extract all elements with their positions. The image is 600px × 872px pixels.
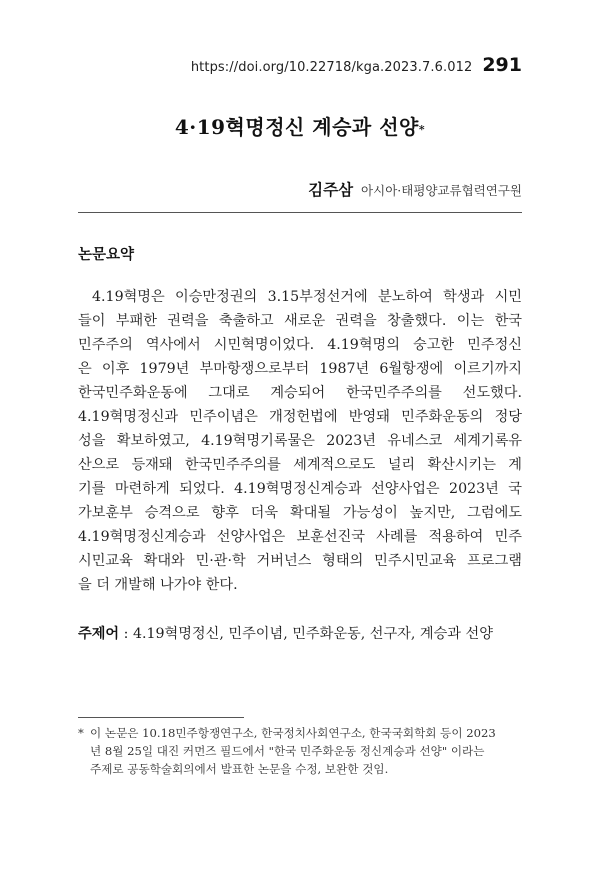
running-header [191, 54, 522, 76]
abstract-line: 성을 확보하였고, 4.19혁명기록물은 2023년 유네스코 세계기록유 [78, 433, 522, 449]
abstract-body [78, 285, 522, 597]
abstract-line: 민주주의 역사에서 시민혁명이었다. 4.19혁명의 숭고한 민주정신 [78, 337, 522, 353]
paper-title-text: 4·19혁명정신 계승과 선양 [174, 115, 419, 139]
abstract-line: 들이 부패한 권력을 축출하고 새로운 권력을 창출했다. 이는 한국 [78, 313, 522, 329]
footnote [78, 724, 522, 778]
abstract-line: 가보훈부 승격으로 향후 더욱 확대될 가능성이 높지만, 그럼에도 [78, 505, 522, 521]
footnote-divider [78, 717, 244, 718]
abstract-line: 4.19혁명정신과 민주이념은 개정헌법에 반영돼 민주화운동의 정당 [78, 409, 522, 425]
abstract-line: 기를 마련하게 되었다. 4.19혁명정신계승과 선양사업은 2023년 국 [78, 481, 522, 497]
abstract-line: 4.19혁명은 이승만정권의 3.15부정선거에 분노하여 학생과 시민 [92, 289, 522, 305]
keywords-text: 4.19혁명정신, 민주이념, 민주화운동, 선구자, 계승과 선양 [132, 626, 493, 642]
footnote-line: 주제로 공동학술회의에서 발표한 논문을 수정, 보완한 것임. [90, 762, 389, 776]
keywords-separator: : [119, 626, 133, 642]
abstract-line: 은 이후 1979년 부마항쟁으로부터 1987년 6월항쟁에 이르기까지 [78, 361, 522, 377]
abstract-line: 4.19혁명정신계승과 선양사업은 보훈선진국 사례를 적용하여 민주 [78, 529, 522, 545]
footnote-marker: * [78, 726, 84, 740]
author-line [308, 178, 522, 200]
keywords-label: 주제어 [78, 626, 120, 642]
author-affiliation: 아시아·태평양교류협력연구원 [361, 183, 522, 198]
footnote-line [78, 724, 522, 742]
footnote-line-text: 이 논문은 10.18민주항쟁연구소, 한국정치사회연구소, 한국국회학회 등이 2023 [90, 726, 496, 740]
page-number: 291 [482, 54, 522, 76]
title-divider [78, 212, 522, 213]
keywords [78, 623, 522, 643]
title-footnote-marker[interactable]: * [418, 123, 426, 136]
paper-title [0, 111, 600, 140]
footnote-line: 년 8월 25일 대진 커먼즈 필드에서 "한국 민주화운동 정신계승과 선양" 이라는 [90, 744, 485, 758]
doi-link[interactable]: https://doi.org/10.22718/kga.2023.7.6.012 [190, 60, 473, 75]
abstract-line: 을 더 개발해 나가야 한다. [78, 577, 238, 593]
abstract-line: 산으로 등재돼 한국민주주의를 세계적으로도 널리 확산시키는 계 [78, 457, 522, 473]
abstract-line: 시민교육 확대와 민·관·학 거버넌스 형태의 민주시민교육 프로그램 [78, 553, 522, 569]
abstract-line: 한국민주화운동에 그대로 계승되어 한국민주주의를 선도했다. [78, 385, 522, 401]
author-name: 김주삼 [308, 180, 354, 199]
abstract-heading: 논문요약 [78, 246, 135, 263]
